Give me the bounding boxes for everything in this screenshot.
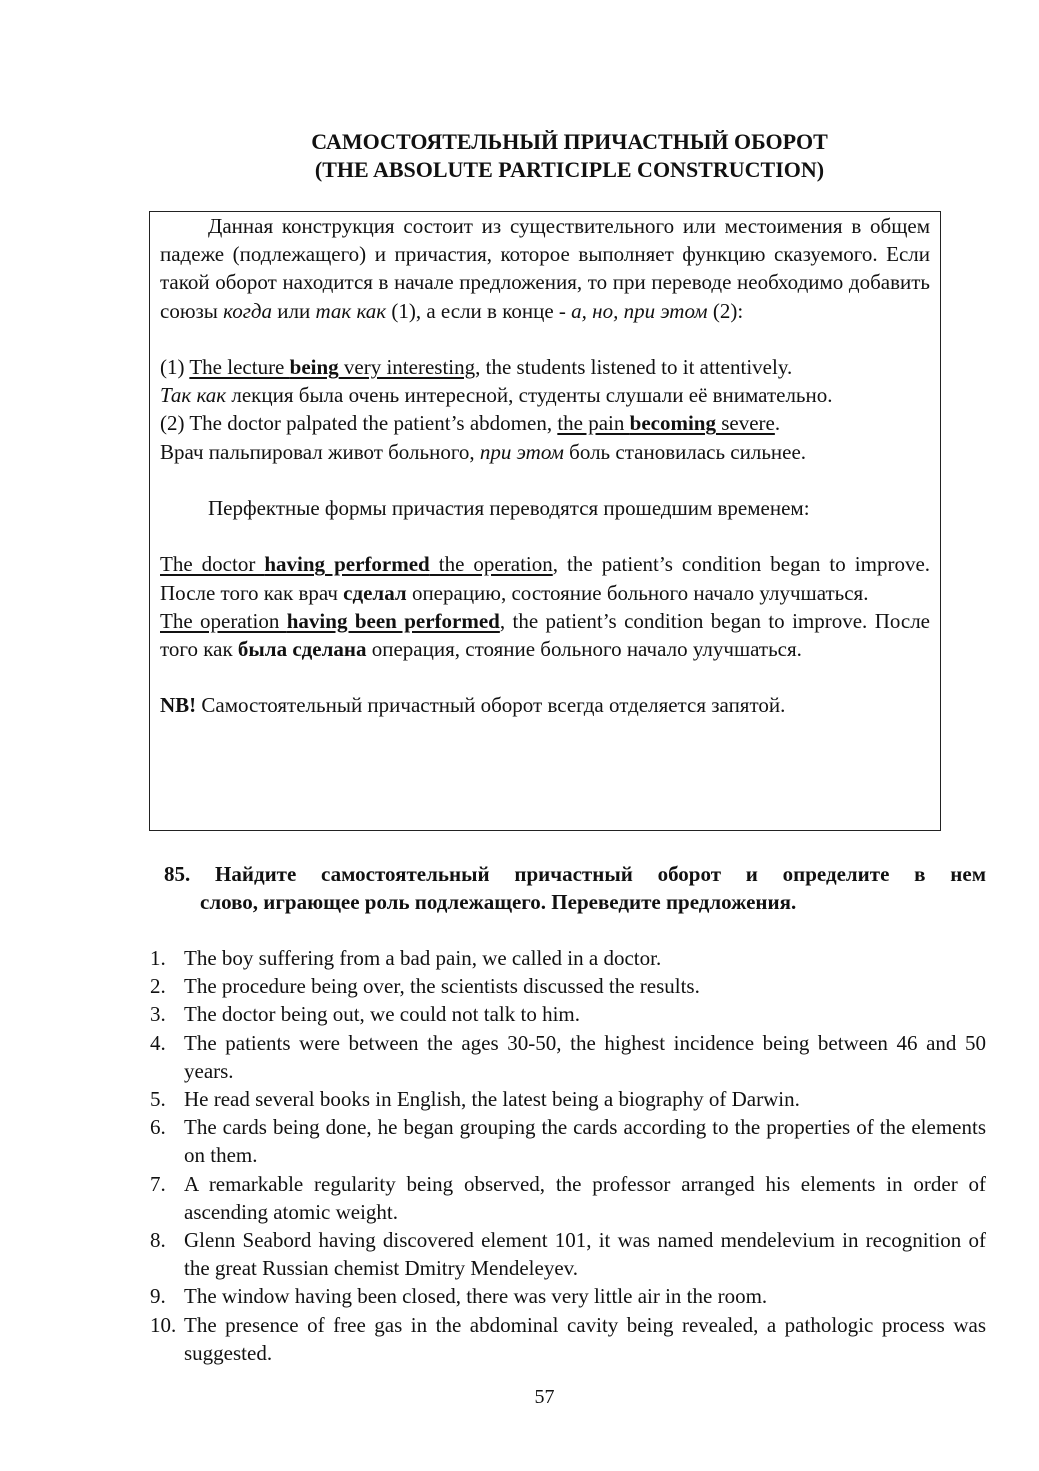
list-item: 8. Glenn Seabord having discovered element 101, it was named mendelevium in recognition of the great Russian chemist Dmitry Mendeleyev. <box>150 1228 986 1281</box>
page-title <box>0 128 1039 184</box>
list-item: 2. The procedure being over, the scientists discussed the results. <box>150 974 700 999</box>
example-2-translation: Врач пальпировал живот больного, при этом боль становилась сильнее. <box>160 439 807 464</box>
perfect-forms-note: Перфектные формы причастия переводятся прошедшим временем: <box>208 496 810 520</box>
intro-text: Данная конструкция состоит из существительного или местоимения в общем падеже (подлежащего) и причастия, которое выполняет функцию сказуемого. Если такой оборот находится в начале предложения, то при переводе необходимо добавить союзы <box>160 214 930 323</box>
page-number: 57 <box>534 1386 555 1408</box>
intro-text: (2): <box>707 298 744 323</box>
nb-note: NB! Самостоятельный причастный оборот всегда отделяется запятой. <box>160 693 786 718</box>
example-4: The operation having been performed, the patient’s condition began to improve. После того как была сделана операция, стояние больного начало улучшаться. <box>160 608 931 661</box>
list-item: 3. The doctor being out, we could not talk to him. <box>150 1002 581 1027</box>
list-item: 7. A remarkable regularity being observed, the professor arranged his elements in order of ascending atomic weight. <box>150 1171 986 1224</box>
exercise-list <box>150 944 986 1367</box>
participle-construction: The lecture being very interesting <box>189 355 476 379</box>
nb-label: NB! <box>160 693 197 718</box>
title-russian: САМОСТОЯТЕЛЬНЫЙ ПРИЧАСТНЫЙ ОБОРОТ <box>311 129 828 154</box>
participle-construction: the pain becoming severe <box>557 411 775 436</box>
example-1-translation: Так как лекция была очень интересной, студенты слушали её внимательно. <box>160 383 833 408</box>
participle-construction: The doctor having performed the operation <box>160 552 553 577</box>
intro-text: (1), а если в конце - <box>386 298 572 323</box>
exercise-heading: 85. Найдите самостоятельный причастный оборот и определите в нем слово, играющее роль подлежащего. Переведите предложения. <box>164 862 986 914</box>
list-item: 4. The patients were between the ages 30-50, the highest incidence being between 46 and 50 years. <box>150 1030 986 1083</box>
conjunction: когда <box>223 298 273 323</box>
rule-box <box>149 211 941 831</box>
example-2: (2) The doctor palpated the patient’s abdomen, the pain becoming severe. <box>160 411 781 436</box>
exercise-number: 85. <box>164 862 191 886</box>
title-english: (THE ABSOLUTE PARTICIPLE CONSTRUCTION) <box>314 157 825 182</box>
rule-intro <box>160 212 930 325</box>
conjunction: а, но, при этом <box>571 298 708 323</box>
list-item: 10. The presence of free gas in the abdominal cavity being revealed, a pathologic process was suggested. <box>150 1312 986 1365</box>
intro-text: или <box>272 298 316 323</box>
example-1: (1) The lecture being very interesting, the students listened to it attentively. <box>160 355 793 379</box>
participle-construction: The operation having been performed <box>160 608 500 633</box>
conjunction: так как <box>315 298 387 323</box>
list-item: 6. The cards being done, he began grouping the cards according to the properties of the elements on them. <box>150 1115 986 1168</box>
list-item: 1. The boy suffering from a bad pain, we called in a doctor. <box>150 946 662 970</box>
example-3: The doctor having performed the operation, the patient’s condition began to improve. После того как врач сделал операцию, состояние больного начало улучшаться. <box>160 552 931 605</box>
list-item: 9. The window having been closed, there was very little air in the room. <box>150 1284 768 1309</box>
list-item: 5. He read several books in English, the latest being a biography of Darwin. <box>150 1087 800 1112</box>
